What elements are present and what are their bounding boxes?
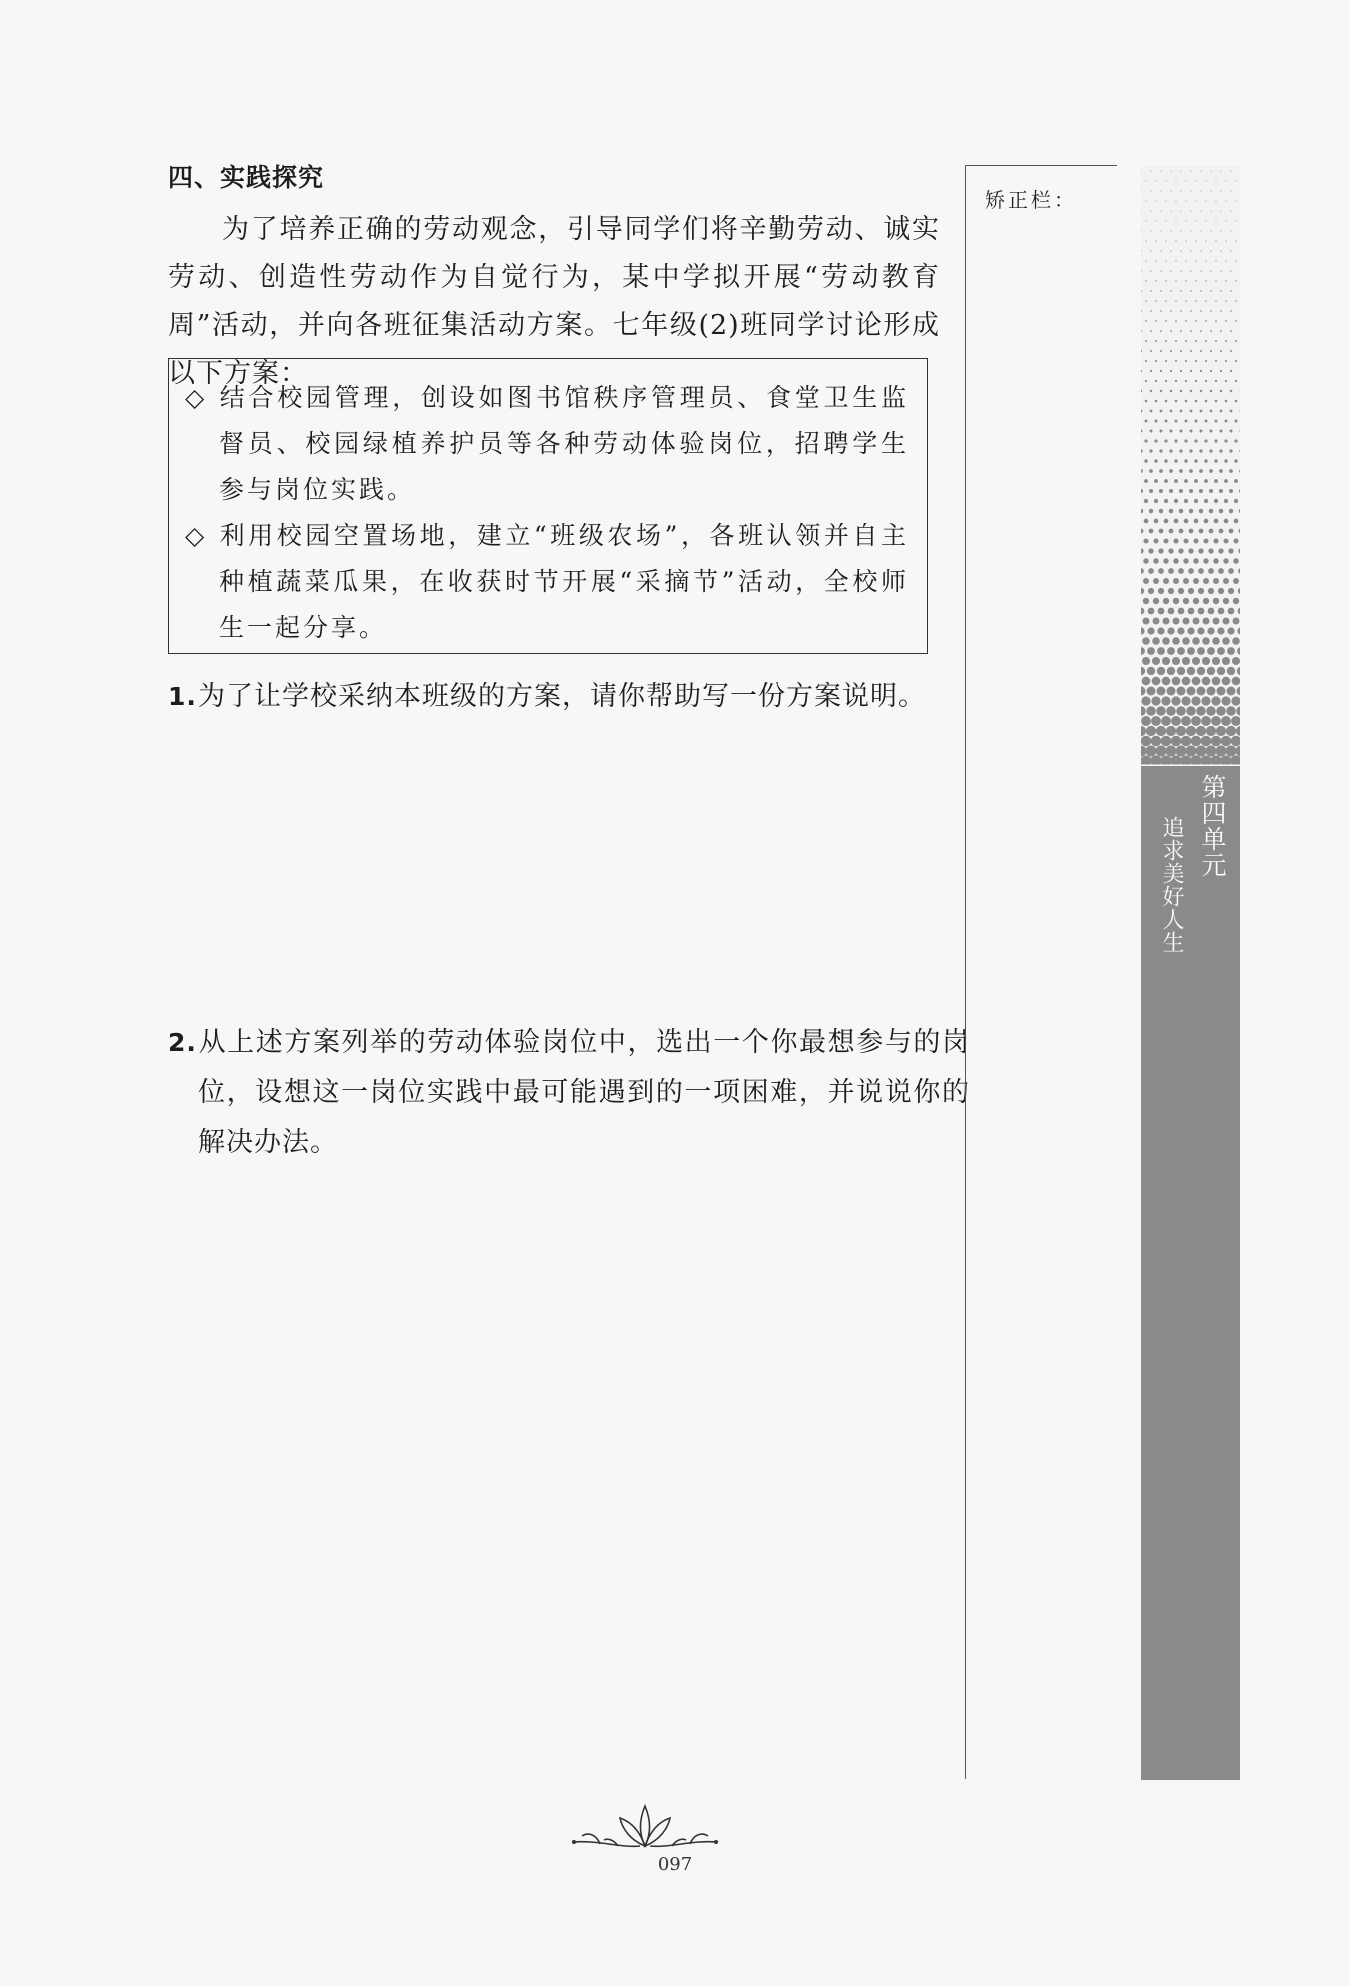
plan-item: [185, 513, 909, 651]
question-number: 2.: [168, 1028, 197, 1057]
question-text: 为了让学校采纳本班级的方案，请你帮助写一份方案说明。: [198, 681, 926, 712]
plan-item-text: 结合校园管理，创设如图书馆秩序管理员、食堂卫生监督员、校园绿植养护员等各种劳动体验岗位，招聘学生参与岗位实践。: [219, 383, 909, 504]
plan-box: [168, 358, 928, 654]
question-number: 1.: [168, 682, 197, 711]
intro-paragraph: 为了培养正确的劳动观念，引导同学们将辛勤劳动、诚实劳动、创造性劳动作为自觉行为，某中学拟开展“劳动教育周”活动，并向各班征集活动方案。七年级(2)班同学讨论形成以下方案：: [168, 214, 940, 389]
unit-subtitle: 追求美好人生: [1159, 816, 1184, 954]
correction-label: 矫正栏：: [985, 188, 1077, 212]
diamond-bullet-icon: ◇: [185, 521, 208, 550]
section-title: 四、实践探究: [168, 163, 325, 192]
floral-ornament-icon: [560, 1800, 730, 1850]
unit-side-tab: [1141, 166, 1240, 1780]
diamond-bullet-icon: ◇: [185, 383, 208, 412]
question-text: 从上述方案列举的劳动体验岗位中，选出一个你最想参与的岗位，设想这一岗位实践中最可能遇到的一项困难，并说说你的解决办法。: [198, 1027, 970, 1158]
page-number: 097: [657, 1854, 693, 1875]
unit-title: 第四单元: [1198, 774, 1227, 878]
question-1: [168, 672, 970, 722]
plan-item: [185, 375, 909, 513]
correction-column: [965, 165, 1117, 1779]
plan-item-text: 利用校园空置场地，建立“班级农场”，各班认领并自主种植蔬菜瓜果，在收获时节开展“采摘节”活动，全校师生一起分享。: [219, 521, 909, 642]
question-2: [168, 1018, 970, 1168]
halftone-pattern-icon: [1141, 166, 1240, 766]
